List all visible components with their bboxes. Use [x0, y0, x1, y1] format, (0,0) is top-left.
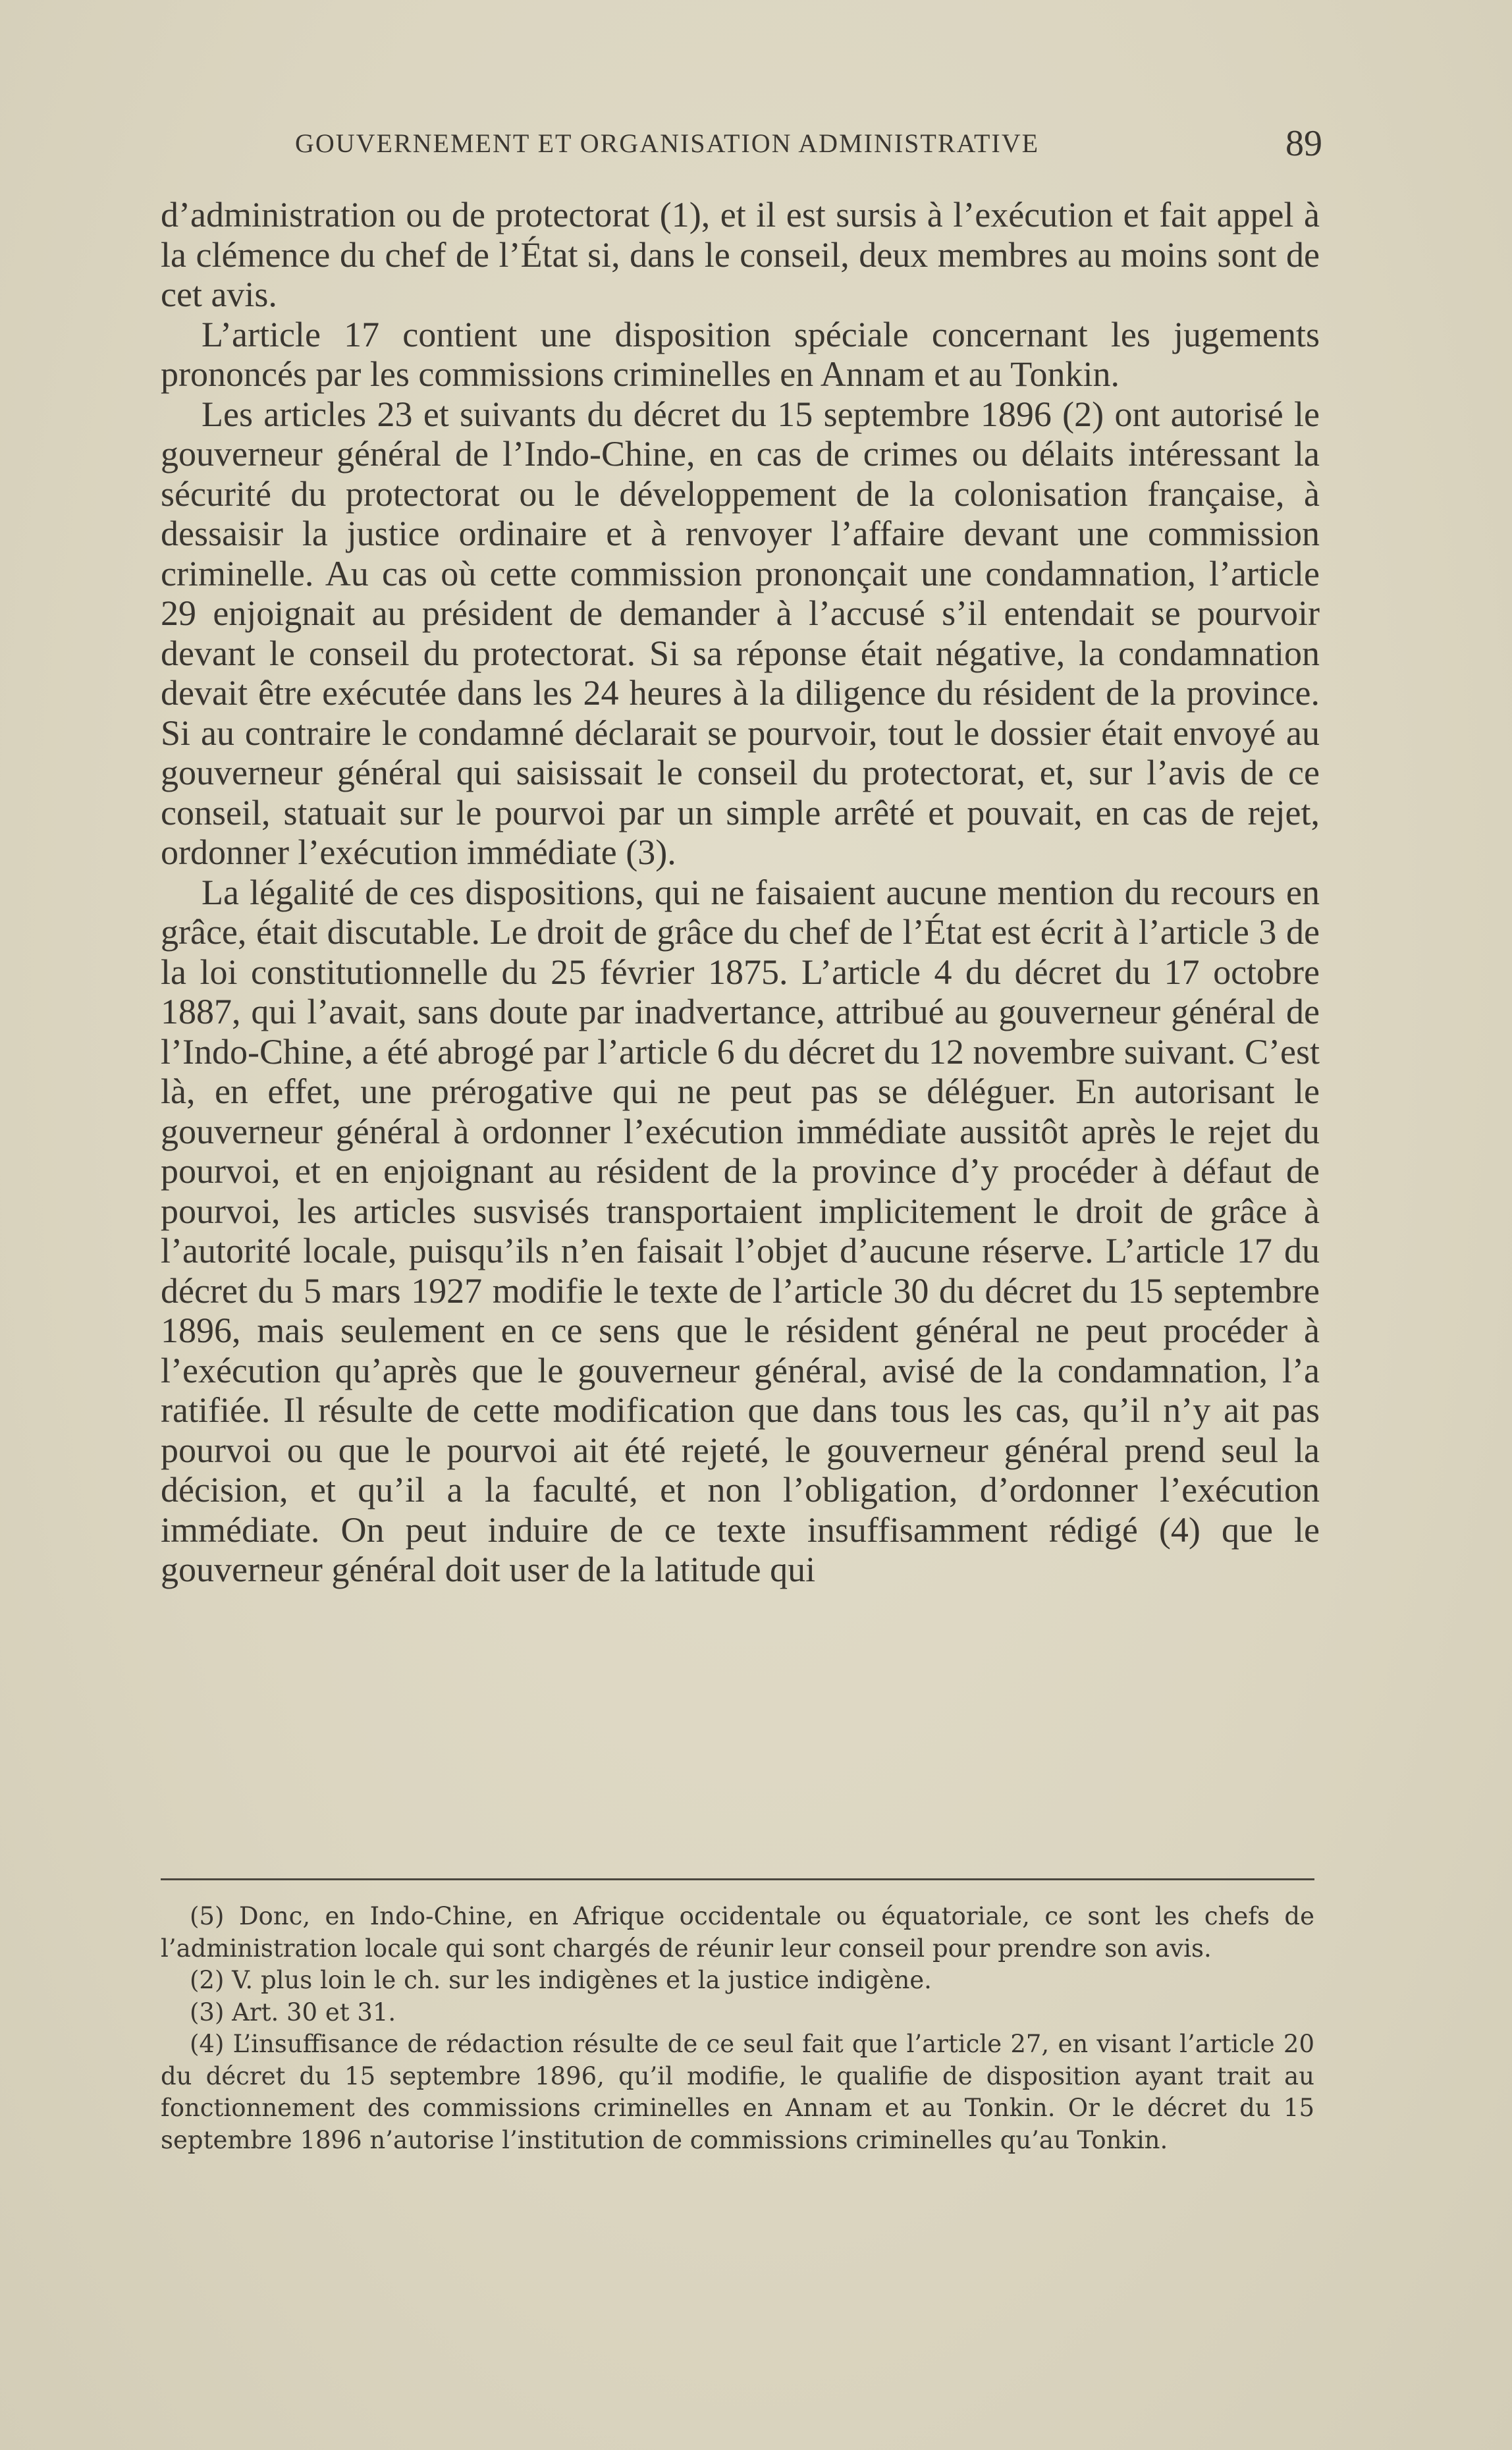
footnotes [161, 1901, 1314, 2156]
paragraph: Les articles 23 et suivants du décret du 15 septembre 1896 (2) ont autorisé le gouverneur général de l’Indo-Chine, en cas de crimes ou délaits intéressant la sécurité du protectorat ou le développement de la colonisation française, à dessaisir la justice ordinaire et à renvoyer l’affaire devant une commission criminelle. Au cas où cette commission prononçait une condamnation, l’article 29 enjoignait au président de demander à l’accusé s’il entendait se pourvoir devant le conseil du protectorat. Si sa réponse était négative, la condamnation devait être exécutée dans les 24 heures à la diligence du résident de la province. Si au contraire le condamné déclarait se pourvoir, tout le dossier était envoyé au gouverneur général qui saisissait le conseil du protectorat, et, sur l’avis de ce conseil, statuait sur le pourvoi par un simple arrêté et pouvait, en cas de rejet, ordonner l’exécution immédiate (3). [161, 394, 1320, 872]
footnote: (2) V. plus loin le ch. sur les indigènes et la justice indigène. [190, 1966, 932, 1994]
footnote: (3) Art. 30 et 31. [190, 1998, 396, 2027]
running-head [295, 122, 1322, 162]
paragraph: d’administration ou de protectorat (1), et il est sursis à l’exécution et fait appel à la clémence du chef de l’État si, dans le conseil, deux membres au moins sont de cet avis. [161, 195, 1320, 314]
footnote-separator [161, 1878, 1314, 1880]
paragraph: L’article 17 contient une disposition spéciale concernant les jugements prononcés par les commissions criminelles en Annam et au Tonkin. [161, 314, 1320, 394]
paragraph: La légalité de ces dispositions, qui ne faisaient aucune mention du recours en grâce, était discutable. Le droit de grâce du chef de l’État est écrit à l’article 3 de la loi constitutionnelle du 25 février 1875. L’article 4 du décret du 17 octobre 1887, qui l’avait, sans doute par inadvertance, attribué au gouverneur général de l’Indo-Chine, a été abrogé par l’article 6 du décret du 12 novembre suivant. C’est là, en effet, une prérogative qui ne peut pas se déléguer. En autorisant le gouverneur général à ordonner l’exécution immédiate aussitôt après le rejet du pourvoi, et en enjoignant au résident de la province d’y procéder à défaut de pourvoi, les articles susvisés transportaient implicitement le droit de grâce à l’autorité locale, puisqu’ils n’en faisait l’objet d’aucune réserve. L’article 17 du décret du 5 mars 1927 modifie le texte de l’article 30 du décret du 15 septembre 1896, mais seulement en ce sens que le résident général ne peut procéder à l’exécution qu’après que le gouverneur général, avisé de la condamnation, l’a ratifiée. Il résulte de cette modification que dans tous les cas, qu’il n’y ait pas pourvoi ou que le pourvoi ait été rejeté, le gouverneur général prend seul la décision, et qu’il a la faculté, et non l’obligation, d’ordonner l’exécution immédiate. On peut induire de ce texte insuffisamment rédigé (4) que le gouverneur général doit user de la latitude qui [161, 872, 1320, 1589]
footnote: (5) Donc, en Indo-Chine, en Afrique occidentale ou équatoriale, ce sont les chefs de l’administration locale qui sont chargés de réunir leur conseil pour prendre son avis. [161, 1902, 1314, 1963]
body-text [161, 195, 1320, 1590]
footnote: (4) L’insuffisance de rédaction résulte de ce seul fait que l’article 27, en visant l’article 20 du décret du 15 septembre 1896, qu’il modifie, le qualifie de disposition ayant trait au fonctionnement des commissions criminelles en Annam et au Tonkin. Or le décret du 15 septembre 1896 n’autorise l’institution de commissions criminelles qu’au Tonkin. [161, 2030, 1314, 2154]
running-title: GOUVERNEMENT ET ORGANISATION ADMINISTRATIVE [295, 128, 1040, 158]
page-number: 89 [1285, 123, 1322, 164]
